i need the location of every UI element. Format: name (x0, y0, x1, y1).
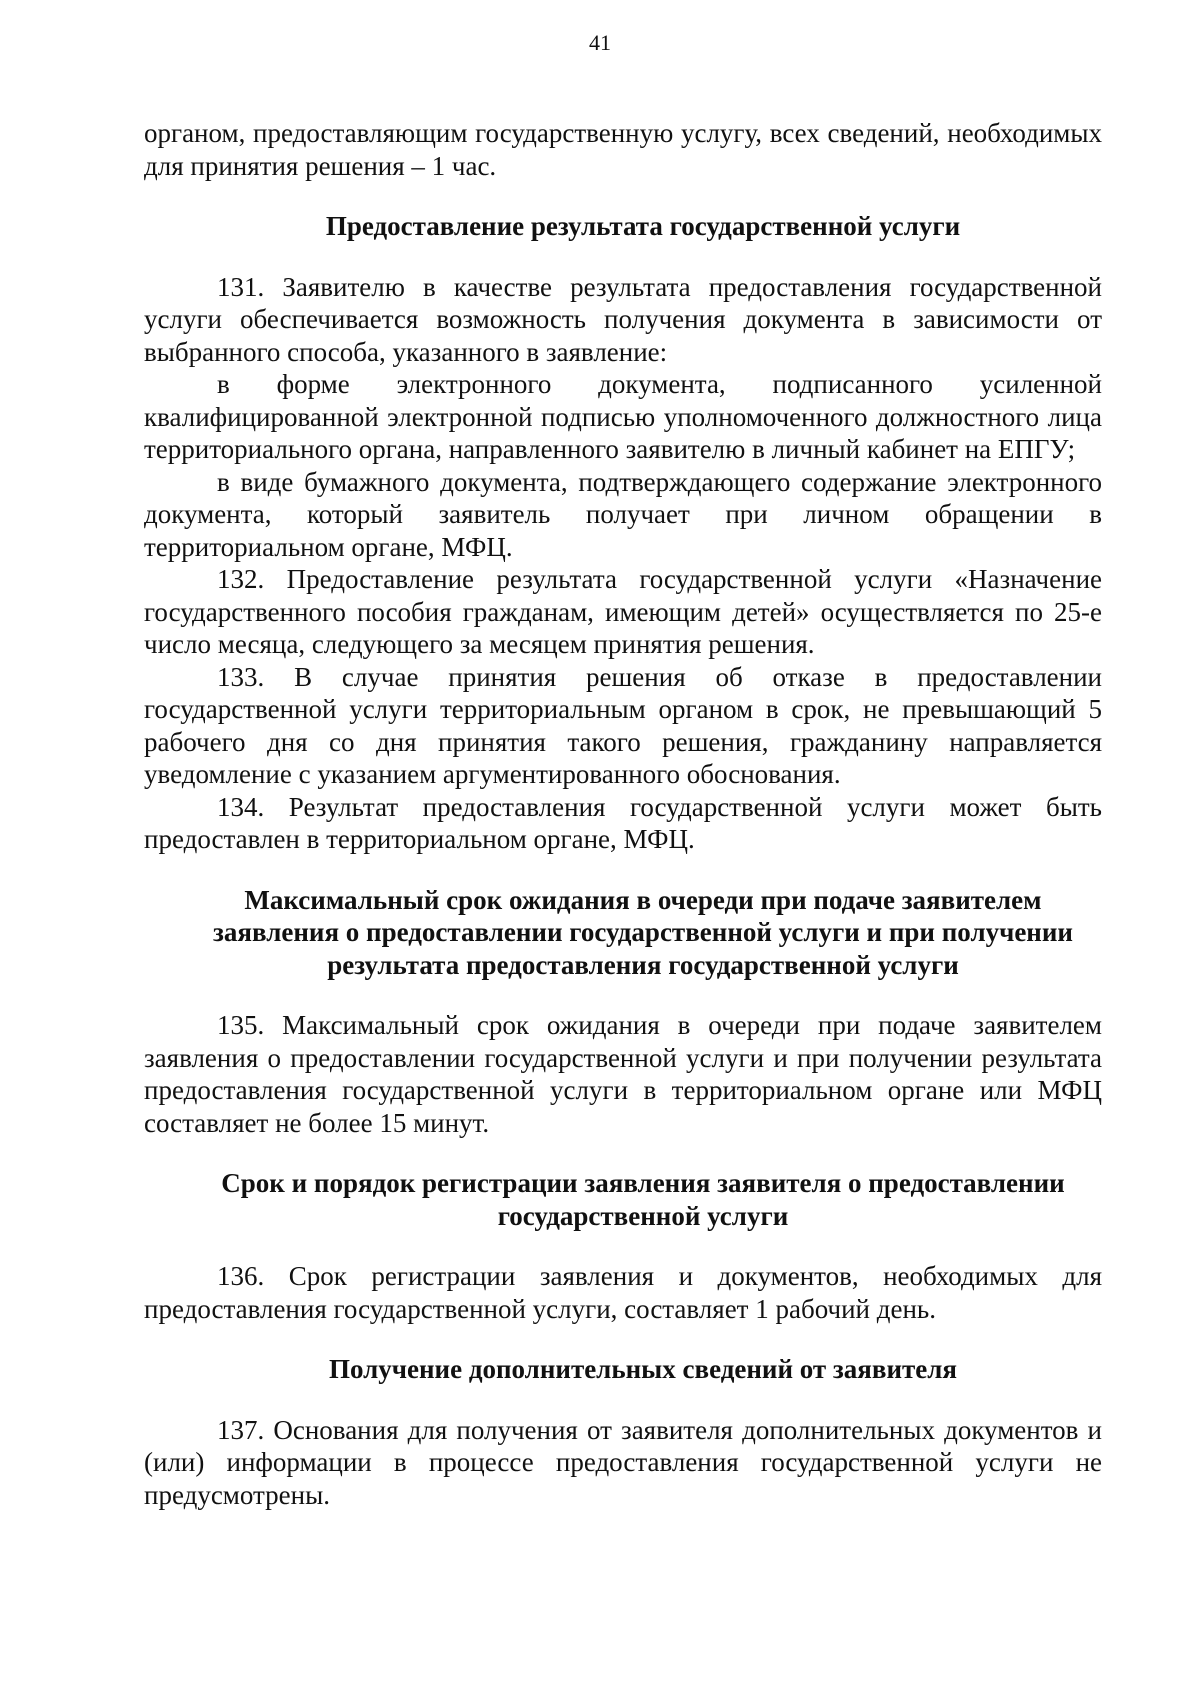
continuation-paragraph: органом, предоставляющим государственную услугу, всех сведений, необходимых для принятия решения – 1 час. (144, 118, 1102, 181)
paragraph-131: 131. Заявителю в качестве результата предоставления государственной услуги обеспечивается возможность получения документа в зависимости от выбранного способа, указанного в заявление: (144, 271, 1102, 367)
paragraph-137: 137. Основания для получения от заявителя дополнительных документов и (или) информации в процессе предоставления государственной услуги не предусмотрены. (144, 1414, 1102, 1510)
paragraph-132: 132. Предоставление результата государственной услуги «Назначение государственного пособия гражданам, имеющим детей» осуществляется по 25-е число месяца, следующего за месяцем принятия решения. (144, 564, 1102, 659)
section-heading-additional-info: Получение дополнительных сведений от заявителя (328, 1354, 958, 1384)
document-body (144, 117, 1102, 1511)
page-number: 41 (589, 30, 611, 55)
section-heading-result: Предоставление результата государственной услуги (325, 211, 961, 241)
section-heading-registration: Срок и порядок регистрации заявления заявителя о предоставлении государственной услуги (221, 1168, 1065, 1231)
paragraph-electronic-form: в форме электронного документа, подписанного усиленной квалифицированной электронной подписью уполномоченного должностного лица территориального органа, направленного заявителю в личный кабинет на ЕПГУ; (144, 369, 1102, 464)
paragraph-133: 133. В случае принятия решения об отказе в предоставлении государственной услуги территориальным органом в срок, не превышающий 5 рабочего дня со дня принятия такого решения, гражданину направляется уведомление с указанием аргументированного обоснования. (144, 661, 1102, 789)
paragraph-134: 134. Результат предоставления государственной услуги может быть предоставлен в территориальном органе, МФЦ. (144, 791, 1102, 854)
paragraph-paper-form: в виде бумажного документа, подтверждающего содержание электронного документа, который заявитель получает при личном обращении в территориальном органе, МФЦ. (144, 466, 1102, 562)
section-heading-queue-time: Максимальный срок ожидания в очереди при подаче заявителем заявления о предоставлении государственной услуги и при получении результата предоставления государственной услуги (213, 884, 1073, 980)
paragraph-136: 136. Срок регистрации заявления и документов, необходимых для предоставления государственной услуги, составляет 1 рабочий день. (144, 1261, 1102, 1324)
paragraph-135: 135. Максимальный срок ожидания в очереди при подаче заявителем заявления о предоставлении государственной услуги и при получении результата предоставления государственной услуги в территориальном органе или МФЦ составляет не более 15 минут. (144, 1010, 1102, 1138)
